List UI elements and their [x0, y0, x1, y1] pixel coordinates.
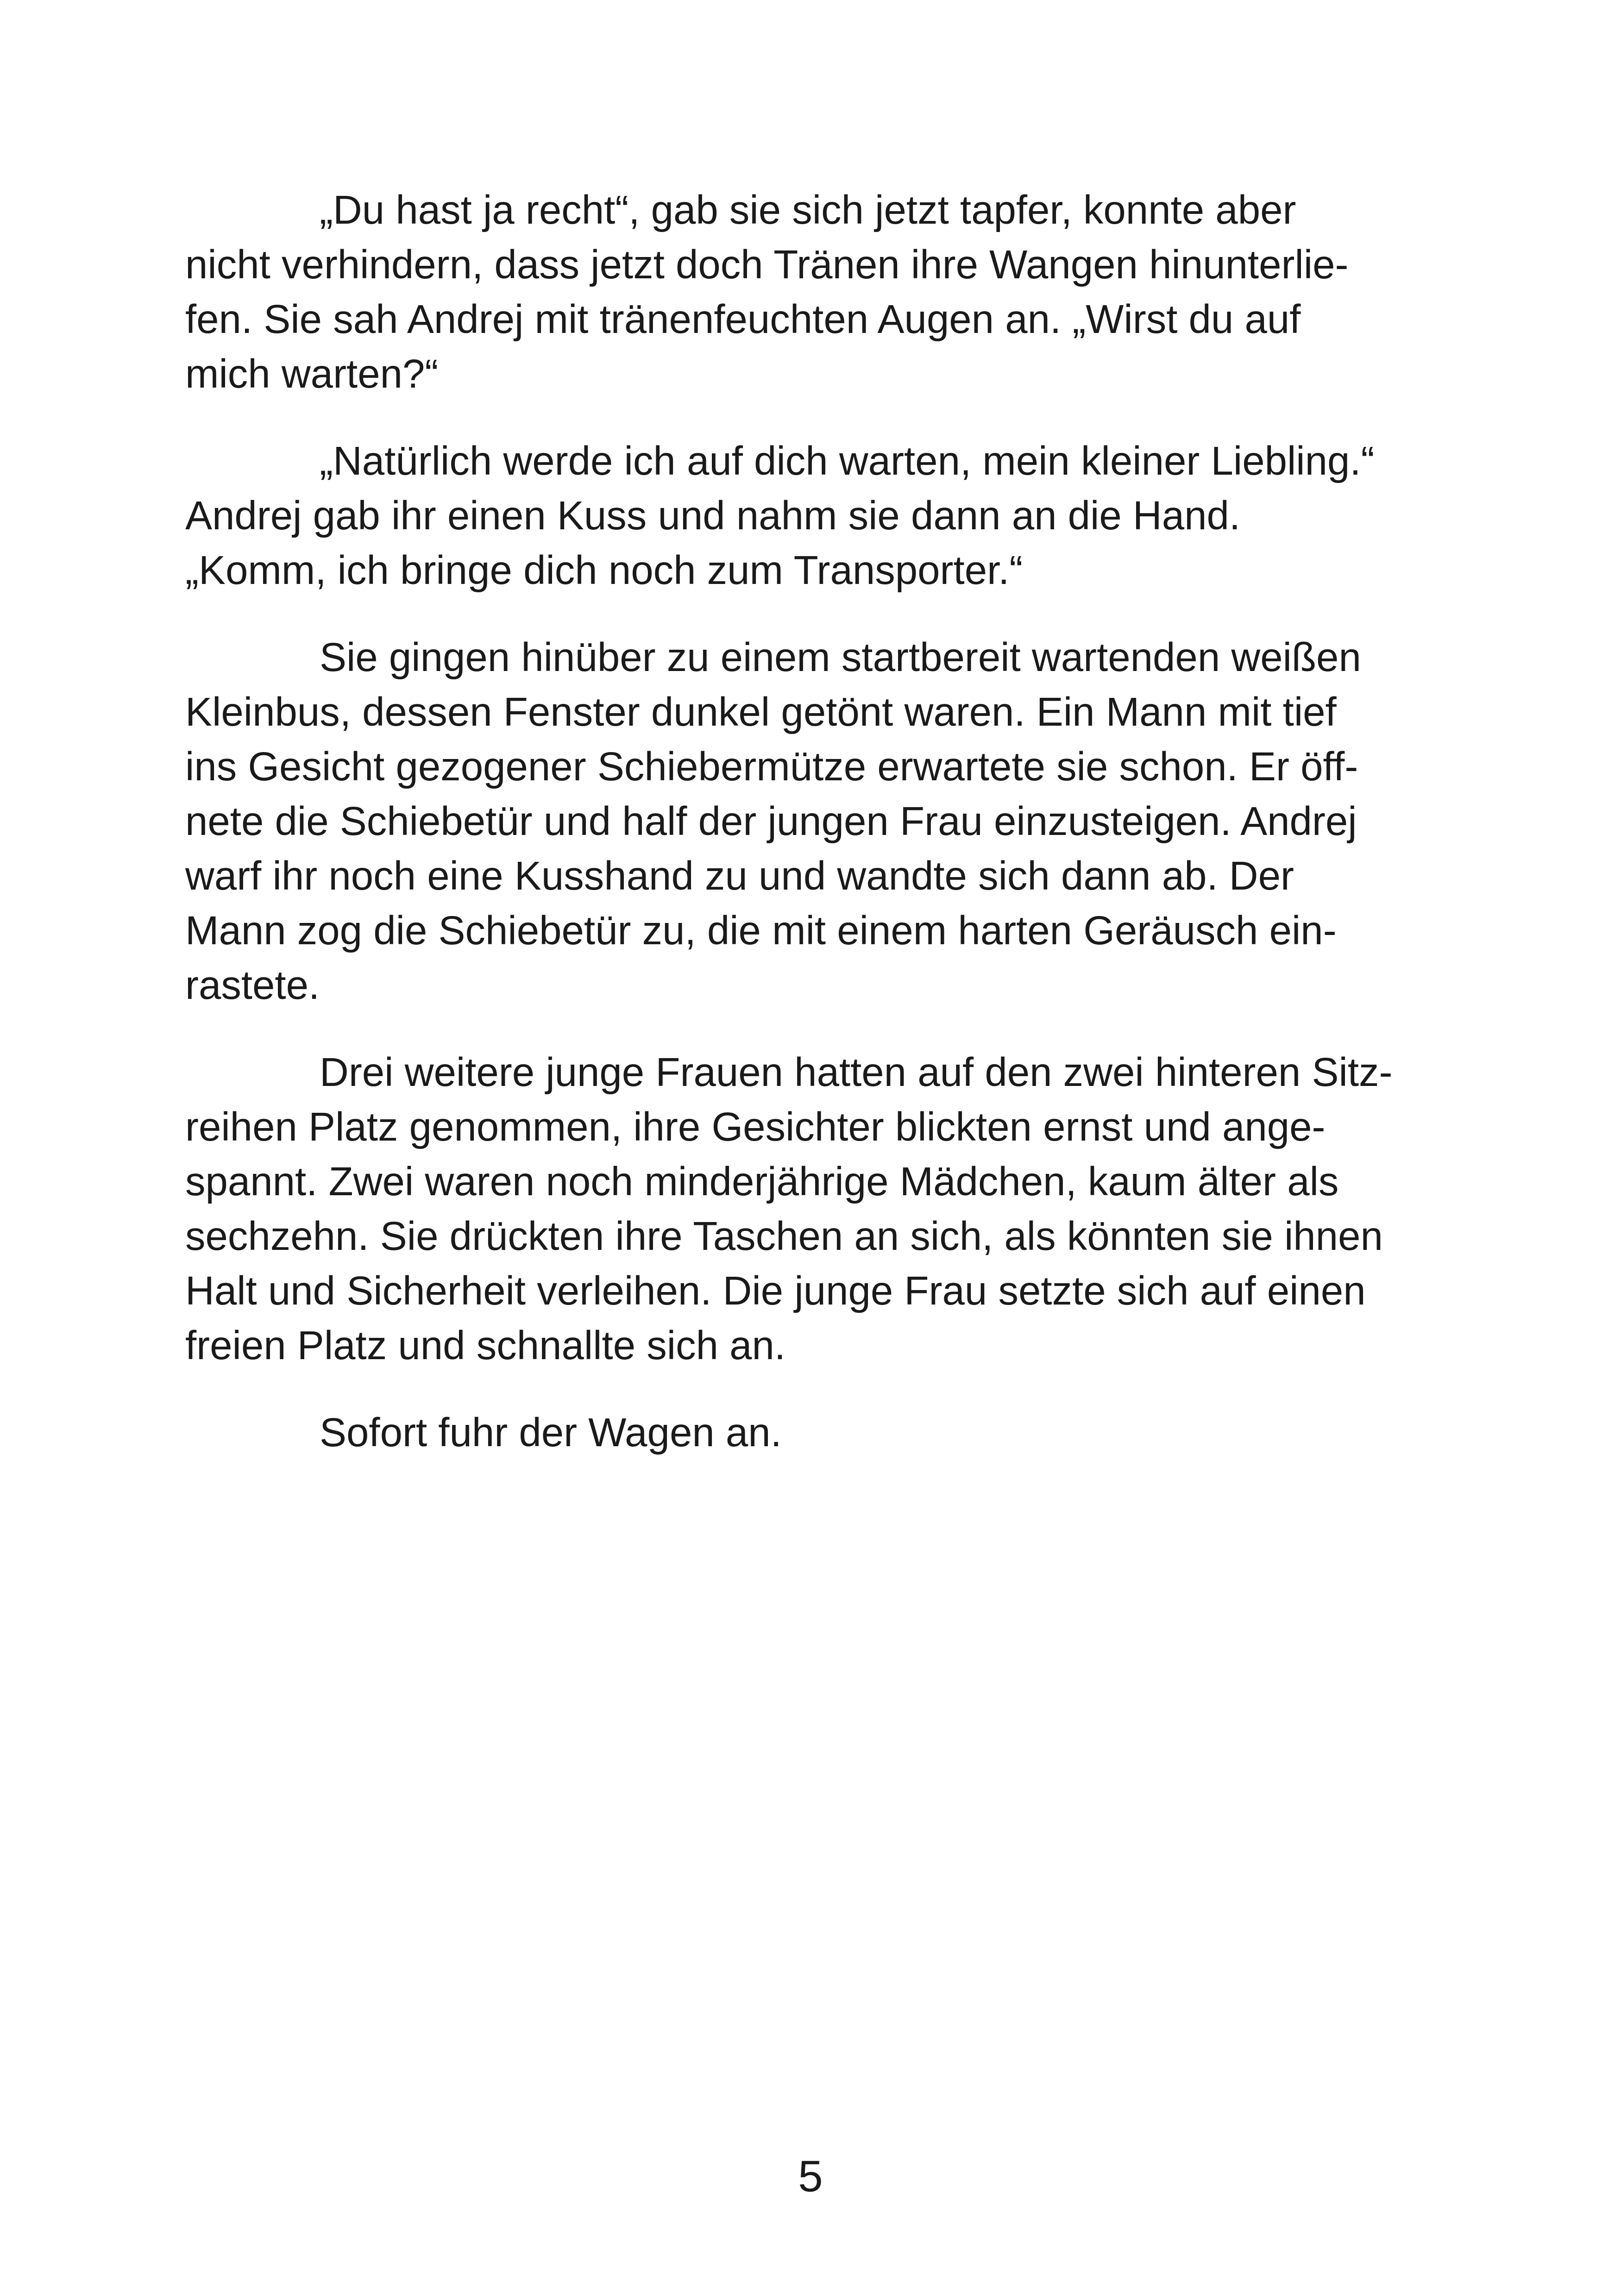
paragraph — [185, 630, 1436, 1013]
text-line: spannt. Zwei waren noch minderjährige Mädchen, kaum älter als — [185, 1159, 1339, 1204]
text-line: Mann zog die Schiebetür zu, die mit einem harten Geräusch ein- — [185, 908, 1337, 953]
paragraph — [185, 434, 1436, 598]
text-line: sechzehn. Sie drückten ihre Taschen an sich, als könnten sie ihnen — [185, 1214, 1383, 1259]
page-number: 5 — [798, 2152, 823, 2201]
text-line: fen. Sie sah Andrej mit tränenfeuchten Augen an. „Wirst du auf — [185, 297, 1301, 342]
text-line: Kleinbus, dessen Fenster dunkel getönt waren. Ein Mann mit tief — [185, 690, 1337, 734]
text-line: Sofort fuhr der Wagen an. — [320, 1410, 782, 1455]
paragraph — [185, 1405, 1436, 1460]
text-line: warf ihr noch eine Kusshand zu und wandte sich dann ab. Der — [185, 853, 1294, 898]
text-line: „Du hast ja recht“, gab sie sich jetzt tapfer, konnte aber — [320, 188, 1296, 232]
text-line: rastete. — [185, 963, 320, 1008]
text-line: Andrej gab ihr einen Kuss und nahm sie dann an die Hand. — [185, 493, 1241, 538]
text-line: nete die Schiebetür und half der jungen Frau einzusteigen. Andrej — [185, 799, 1357, 844]
text-line: freien Platz und schnallte sich an. — [185, 1323, 786, 1368]
body-text — [185, 183, 1436, 1493]
text-line: Halt und Sicherheit verleihen. Die junge Frau setzte sich auf einen — [185, 1268, 1366, 1313]
paragraph — [185, 183, 1436, 401]
text-line: Sie gingen hinüber zu einem startbereit wartenden weißen — [320, 635, 1361, 680]
text-line: „Natürlich werde ich auf dich warten, mein kleiner Liebling.“ — [320, 439, 1375, 483]
text-line: mich warten?“ — [185, 351, 439, 396]
paragraph — [185, 1045, 1436, 1373]
text-line: „Komm, ich bringe dich noch zum Transporter.“ — [185, 548, 1023, 593]
text-line: nicht verhindern, dass jetzt doch Tränen ihre Wangen hinunterlie- — [185, 242, 1349, 287]
text-line: Drei weitere junge Frauen hatten auf den zwei hinteren Sitz- — [320, 1050, 1393, 1095]
text-line: ins Gesicht gezogener Schiebermütze erwartete sie schon. Er öff- — [185, 744, 1358, 789]
text-line: reihen Platz genommen, ihre Gesichter blickten ernst und ange- — [185, 1104, 1326, 1149]
